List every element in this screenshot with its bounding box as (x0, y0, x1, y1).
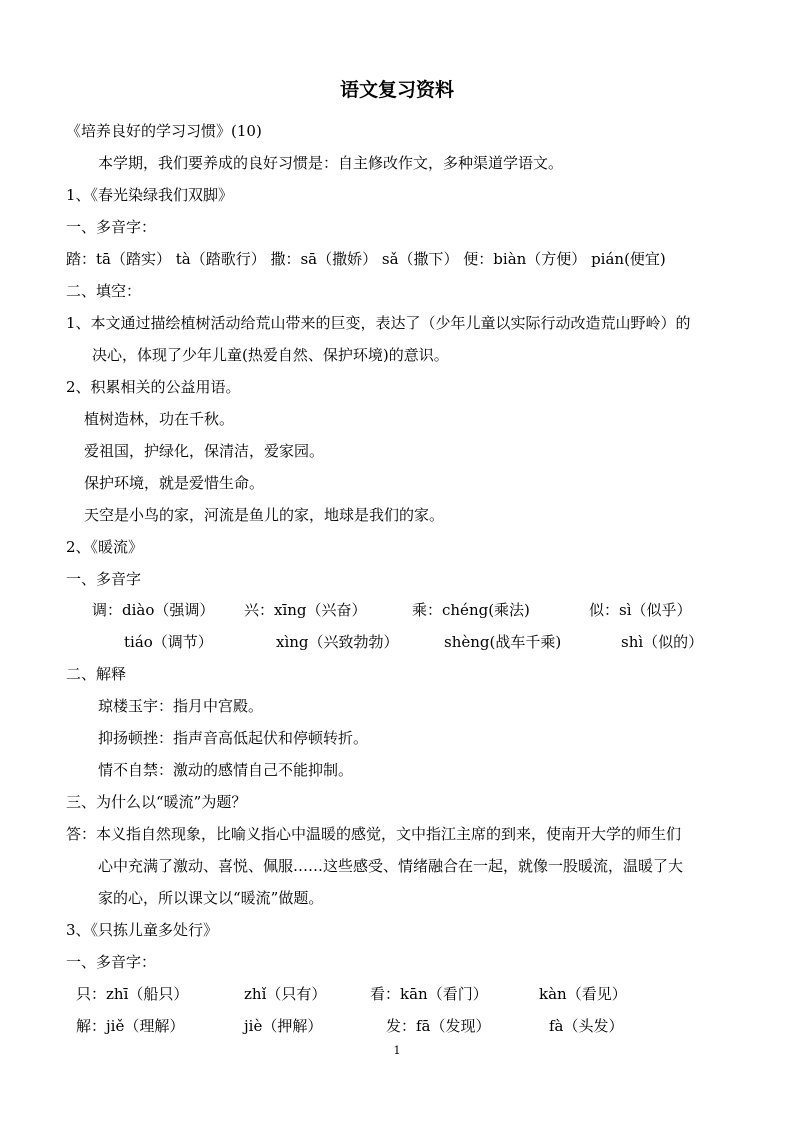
slogan-line: 天空是小鸟的家，河流是鱼儿的家，地球是我们的家。 (84, 506, 445, 524)
definition-line: 抑扬顿挫：指声音高低起伏和停顿转折。 (98, 729, 369, 747)
polyphone-item: fà（头发） (549, 1017, 624, 1035)
polyphone-item: 解：jiě（理解） (76, 1017, 185, 1035)
answer-line: 心中充满了激动、喜悦、佩服……这些感受、情绪融合在一起，就像一股暖流，温暖了大 (98, 857, 684, 875)
polyphone-item: zhǐ（只有） (244, 985, 327, 1003)
polyphone-item: tiáo（调节） (124, 633, 213, 651)
lesson-3-heading: 3、《只拣儿童多处行》 (66, 921, 219, 939)
slogan-line: 爱祖国，护绿化，保清洁，爱家园。 (84, 442, 325, 460)
polyphone-item: 似：sì（似乎） (589, 601, 692, 619)
paragraph-line: 1、本文通过描绘植树活动给荒山带来的巨变，表达了（少年儿童以实际行动改造荒山野岭）的 (66, 314, 691, 332)
polyphone-item: kàn（看见） (539, 985, 627, 1003)
slogan-line: 保护环境，就是爱惜生命。 (84, 474, 265, 492)
definition-line: 琼楼玉宇：指月中宫殿。 (98, 697, 264, 715)
page-number: 1 (393, 1044, 401, 1057)
polyphone-item: 看：kān（看门） (370, 985, 488, 1003)
polyphone-item: shèng(战车千乘) (444, 633, 562, 651)
polyphone-line: 踏：tā（踏实） tà（踏歌行） 撒：sā（撒娇） sǎ（撒下） 便：biàn（方便） pián(便宜) (66, 250, 666, 268)
polyphone-item: 兴：xīng（兴奋） (244, 601, 367, 619)
lesson-2-heading: 2、《暖流》 (66, 538, 144, 556)
section-heading: 二、解释 (66, 665, 127, 683)
polyphone-item: 发：fā（发现） (386, 1017, 491, 1035)
section-heading: 二、填空： (66, 282, 142, 300)
section-heading: 一、多音字： (66, 953, 157, 971)
document-title: 语文复习资料 (339, 79, 454, 101)
paragraph-line: 决心，体现了少年儿童(热爱自然、保护环境)的意识。 (92, 346, 449, 364)
definition-line: 情不自禁：激动的感情自己不能抑制。 (98, 761, 354, 779)
polyphone-item: 调：diào（强调） (92, 601, 215, 619)
question-heading: 三、为什么以“暖流”为题？ (66, 793, 247, 811)
paragraph-line: 2、积累相关的公益用语。 (66, 378, 241, 396)
habit-heading: 《培养良好的学习习惯》(10) (66, 122, 262, 140)
polyphone-item: 只：zhī（船只） (76, 985, 189, 1003)
lesson-1-heading: 1、《春光染绿我们双脚》 (66, 186, 234, 204)
answer-line: 答：本义指自然现象，比喻义指心中温暖的感觉，文中指江主席的到来，使南开大学的师生们 (66, 825, 682, 843)
section-heading: 一、多音字 (66, 570, 142, 588)
polyphone-item: 乘：chéng(乘法) (412, 601, 530, 619)
answer-line: 家的心，所以课文以“暖流”做题。 (98, 889, 324, 907)
section-heading: 一、多音字： (66, 218, 157, 236)
polyphone-item: jiè（押解） (244, 1017, 323, 1035)
polyphone-item: shì（似的） (621, 633, 704, 651)
habit-text: 本学期，我们要养成的良好习惯是：自主修改作文，多种渠道学语文。 (98, 154, 564, 172)
polyphone-item: xìng（兴致勃勃） (276, 633, 399, 651)
slogan-line: 植树造林，功在千秋。 (84, 410, 235, 428)
